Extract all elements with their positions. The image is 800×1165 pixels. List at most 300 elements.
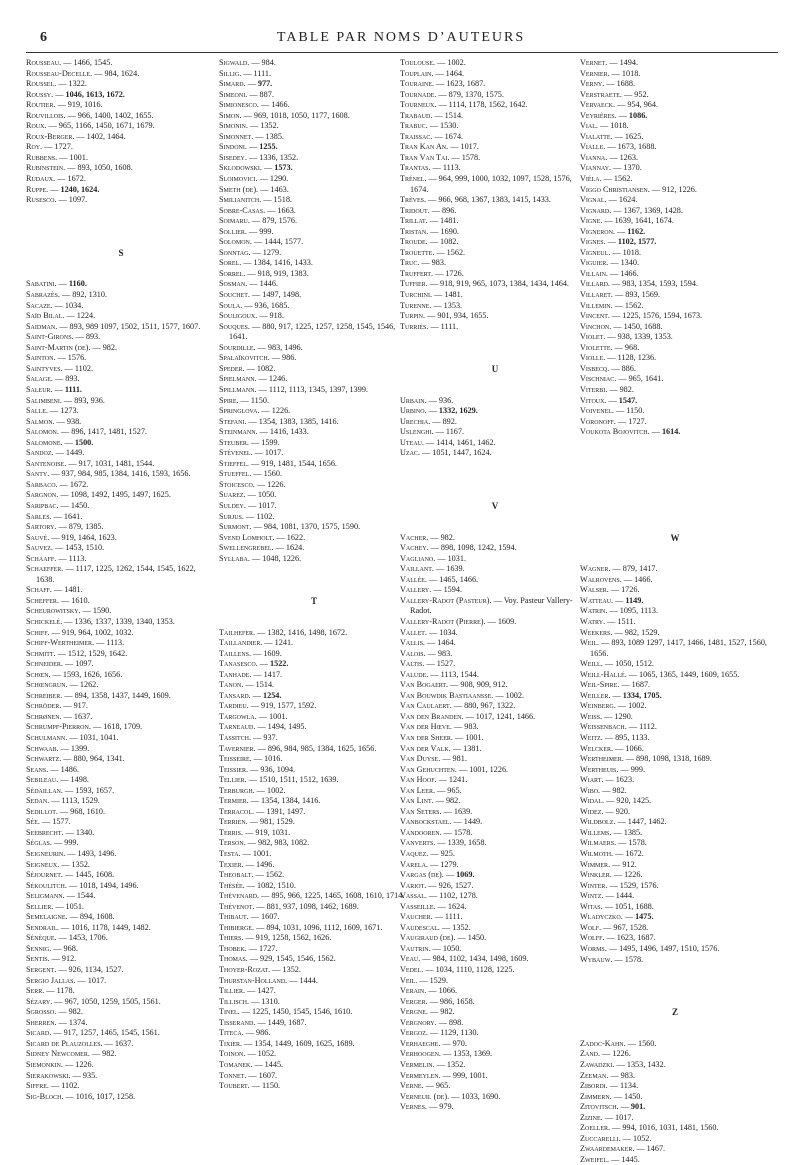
- author-name: Saint-Martin (de).: [26, 342, 91, 352]
- index-entry: Sergent. — 926, 1134, 1527.: [26, 965, 124, 975]
- page-references: 1226.: [612, 1049, 631, 1059]
- page-references: 994, 1016, 1031, 1481, 1560.: [622, 1123, 719, 1133]
- author-name: Schulmann.: [26, 733, 68, 742]
- author-name: Touraine.: [400, 79, 435, 89]
- index-entry: Valude. — 1113, 1544.: [400, 669, 479, 679]
- page-references: 1590.: [92, 606, 112, 616]
- index-entry: Sierakowski. — 935.: [26, 1070, 98, 1080]
- author-name: Vallis.: [400, 638, 425, 648]
- index-entry: Sloimovici. — 1290.: [219, 174, 289, 184]
- page-references: 1511.: [617, 617, 636, 626]
- author-name: Tardieu.: [219, 701, 249, 711]
- author-name: Steuber.: [219, 437, 249, 447]
- author-name: Wladyczko.: [580, 912, 623, 922]
- page-references: 1573.: [274, 163, 293, 173]
- index-entry: Tridout. — 896.: [400, 205, 457, 215]
- author-name: Salmon.: [26, 416, 55, 426]
- index-entry: Salimbeni. — 893, 936.: [26, 395, 105, 405]
- page-references: 1082.: [440, 237, 459, 247]
- page-references: 1726.: [621, 585, 640, 595]
- page-references: 969, 1018, 1050, 1177, 1608.: [253, 110, 350, 120]
- author-name: Urbain.: [400, 395, 427, 405]
- page-references: 1493, 1496.: [77, 849, 117, 859]
- author-name: Uteau.: [400, 437, 424, 447]
- author-name: Sennig.: [26, 943, 52, 953]
- index-entry: Saleur. — 1111.: [26, 384, 82, 394]
- page-references: 1018.: [610, 121, 629, 131]
- index-entry: Stueffel. — 1560.: [219, 469, 282, 479]
- author-name: Semelaigne.: [26, 912, 68, 922]
- page-references: 912, 1226.: [662, 184, 697, 194]
- index-entry: Seans. — 1486.: [26, 764, 79, 774]
- page-references: 1637.: [114, 1038, 134, 1048]
- page-references: 1466, 1545.: [73, 58, 113, 67]
- author-name: Simard.: [219, 79, 246, 89]
- page-references: 1446.: [259, 279, 278, 289]
- author-name: Sicard de Plauzolles.: [26, 1038, 103, 1048]
- page-references: 1463.: [270, 184, 289, 194]
- author-name: Walrovens.: [580, 574, 622, 584]
- author-name: Rousseau.: [26, 58, 62, 67]
- author-name: Zwaardemaker.: [580, 1144, 635, 1154]
- author-name: Zand.: [580, 1049, 601, 1059]
- index-entry: Zweifel. — 1445.: [580, 1154, 640, 1164]
- page-references: 1639.: [453, 806, 473, 816]
- page-references: 1150.: [261, 1081, 281, 1091]
- index-entry: Van der Valk. — 1381.: [400, 743, 482, 753]
- page-references: 1016, 1017, 1258.: [75, 1091, 136, 1101]
- index-entry: Tixier. — 1354, 1449, 1609, 1625, 1689.: [219, 1038, 355, 1048]
- index-entry: Traissac. — 1674.: [400, 131, 464, 141]
- index-entry: Weekers. — 982, 1529.: [580, 627, 660, 637]
- page-references: 1726.: [445, 268, 464, 278]
- index-entry: Vaucher. — 1111.: [400, 912, 463, 922]
- author-name: Viannay.: [580, 163, 612, 173]
- index-entry: Van Leer. — 965.: [400, 785, 462, 795]
- page-references: 1114, 1178, 1562, 1642.: [448, 100, 528, 110]
- index-entry: Schröder. — 917.: [26, 701, 88, 711]
- page-references: 1111.: [64, 384, 82, 394]
- index-entry: Wilmoth. — 1672.: [580, 849, 644, 859]
- author-name: Rubinstein.: [26, 163, 66, 173]
- author-name: Vautrin.: [400, 943, 431, 953]
- index-entry: Zwaardemaker. — 1467.: [580, 1144, 666, 1154]
- page-references: 1279.: [262, 247, 282, 257]
- page-references: 1290.: [269, 174, 289, 184]
- page-references: 1427.: [257, 986, 276, 996]
- page-references: 1624.: [618, 195, 638, 205]
- index-entry: Trouette. — 1562.: [400, 247, 466, 257]
- section-spacer: [400, 512, 590, 533]
- page-references: 1322.: [68, 79, 87, 89]
- author-name: Vergoz.: [400, 1028, 428, 1038]
- section-spacer: [400, 374, 590, 395]
- index-entry: Variot. — 926, 1527.: [400, 880, 474, 890]
- index-entry: Sklodowski. — 1573.: [219, 163, 293, 173]
- page-number: 6: [40, 30, 47, 45]
- index-entry: Schickelé. — 1336, 1337, 1339, 1340, 1353.: [26, 616, 175, 626]
- index-entry: Sorrel. — 918, 919, 1383.: [219, 268, 309, 278]
- page-references: 1050.: [442, 943, 462, 953]
- index-entry: Verne. — 965.: [400, 1081, 451, 1091]
- page-references: 1352.: [71, 859, 90, 869]
- index-entry: Vachey. — 898, 1098, 1242, 1594.: [400, 543, 517, 553]
- index-entry: Ruppe. — 1240, 1624.: [26, 184, 100, 194]
- page-references: 1623, 1687.: [446, 79, 486, 89]
- page-references: 1445.: [264, 1059, 284, 1069]
- page-references: 887.: [259, 89, 274, 99]
- index-entry: Weil. — 893, 1089 1297, 1417, 1466, 1481, 1527, 1560, 1656.: [580, 638, 767, 658]
- page-references: 1623.: [615, 775, 635, 785]
- index-entry: Viterbi. — 982.: [580, 384, 634, 394]
- page-references: 896.: [442, 205, 457, 215]
- author-name: Souligoux.: [219, 311, 258, 321]
- page-references: 964, 999, 1000, 1032, 1097, 1528, 1576, 1674.: [410, 174, 572, 194]
- author-name: Sollier.: [219, 226, 247, 236]
- author-name: Vial.: [580, 121, 598, 131]
- page-references: 1687.: [631, 680, 651, 690]
- author-name: Van der Sheer.: [400, 733, 453, 742]
- index-entry: Simionesco. — 1466.: [219, 100, 290, 110]
- author-name: Ruppe.: [26, 184, 49, 194]
- author-name: Villaret.: [580, 290, 613, 300]
- index-entry: Willems. — 1385.: [580, 827, 643, 837]
- page-references: 1352.: [260, 121, 279, 131]
- index-entry: Vitoux. — 1547.: [580, 395, 638, 405]
- index-entry: Rousseau. — 1466, 1545.: [26, 58, 113, 67]
- author-name: Taillandier.: [219, 638, 263, 648]
- author-name: Sézary.: [26, 996, 53, 1006]
- section-letter: T: [310, 595, 317, 606]
- index-entry: Vermelin. — 1352.: [400, 1059, 466, 1069]
- author-name: Truffert.: [400, 268, 434, 278]
- author-name: Vacher.: [400, 532, 429, 542]
- index-entry: Welcker. — 1066.: [580, 743, 644, 753]
- author-name: Zawadzki.: [580, 1059, 615, 1069]
- page-references: 918, 919, 1383.: [257, 268, 309, 278]
- page-references: 983.: [431, 258, 446, 268]
- index-entry: Van der Sheer. — 1001.: [400, 733, 484, 742]
- author-name: Sauvé.: [26, 532, 50, 542]
- page-header: [26, 30, 776, 50]
- page-references: 1578.: [461, 152, 481, 162]
- index-entry: Verhaeghe. — 970.: [400, 1038, 467, 1048]
- author-name: Serr.: [26, 986, 45, 996]
- page-references: 1102.: [61, 1081, 80, 1091]
- index-entry: Vigne. — 1639, 1641, 1674.: [580, 216, 674, 226]
- page-references: 1385.: [265, 131, 284, 141]
- index-entry: Toulouse. — 1002.: [400, 58, 466, 67]
- index-entry: Tailhefer. — 1382, 1416, 1498, 1672.: [219, 627, 348, 637]
- author-name: Souques.: [219, 321, 250, 331]
- page-references: 952.: [634, 89, 649, 99]
- author-name: Widez.: [580, 806, 604, 816]
- author-name: Steinmann.: [219, 427, 258, 437]
- page-references: 982.: [445, 796, 461, 806]
- author-name: Sékoulitch.: [26, 880, 67, 890]
- author-name: Voivenel.: [580, 406, 614, 416]
- author-name: Valude.: [400, 669, 429, 679]
- page-references: 981, 1529.: [260, 817, 295, 827]
- page-references: 1514.: [444, 110, 464, 120]
- author-name: Tixier.: [219, 1038, 243, 1048]
- page-references: 893, 1050, 1608.: [77, 163, 133, 173]
- page-references: 879, 1417.: [622, 564, 658, 574]
- page-references: 1512, 1529, 1642.: [67, 648, 128, 658]
- page-references: 1150.: [626, 406, 645, 416]
- page-references: 1450.: [467, 933, 487, 943]
- index-entry: Thoyer-Rozat. — 1352.: [219, 965, 301, 975]
- header-rule: [26, 52, 778, 53]
- page-references: 1688.: [616, 79, 635, 89]
- page-references: 982.: [440, 532, 455, 542]
- page-references: 1167.: [445, 427, 465, 437]
- page-references: 1453, 1510.: [65, 543, 105, 553]
- page-references: 983.: [620, 1070, 635, 1080]
- index-entry: Verny. — 1688.: [580, 79, 635, 89]
- index-entry: Terris. — 919, 1031.: [219, 827, 291, 837]
- index-column-2: [219, 58, 409, 1092]
- index-entry: Viannay. — 1370.: [580, 163, 642, 173]
- author-name: Spielmann.: [219, 374, 257, 384]
- index-entry: Weill. — 1050, 1512.: [580, 659, 654, 669]
- author-name: Rusesco.: [26, 195, 57, 205]
- author-name: Vernet.: [580, 58, 608, 67]
- index-entry: Sauvé. — 919, 1464, 1623.: [26, 532, 117, 542]
- page-references: 1046, 1613, 1672.: [65, 89, 125, 99]
- author-name: Saripbac.: [26, 500, 59, 510]
- page-references: 1465, 1466.: [439, 574, 479, 584]
- index-entry: Suarez. — 1050.: [219, 490, 277, 500]
- page-references: 999, 1001.: [452, 1070, 488, 1080]
- index-entry: Testa. — 1001.: [219, 849, 272, 859]
- index-entry: Soula. — 936, 1685.: [219, 300, 290, 310]
- index-entry: Seebrecht. — 1340.: [26, 827, 95, 837]
- index-entry: Sandoz. — 1449.: [26, 448, 85, 458]
- page-references: 1475.: [635, 912, 654, 922]
- author-name: Syllaba.: [219, 553, 250, 563]
- index-entry: Siffre. — 1102.: [26, 1081, 80, 1091]
- page-references: 1254.: [263, 690, 282, 700]
- author-name: Sigwald.: [219, 58, 250, 67]
- page-references: 1128, 1236.: [617, 353, 657, 363]
- index-entry: Springlova. — 1226.: [219, 406, 291, 416]
- index-entry: Zibordi. — 1134.: [580, 1081, 639, 1091]
- author-name: Stefani.: [219, 416, 247, 426]
- page-references: 965.: [435, 1081, 451, 1091]
- author-name: Willems.: [580, 827, 612, 837]
- index-entry: Scheurowitsky. — 1590.: [26, 606, 112, 616]
- author-name: Sosman.: [219, 279, 248, 289]
- author-name: Scheffer.: [26, 595, 59, 605]
- author-name: Wimmer.: [580, 859, 611, 869]
- author-name: Sebileau.: [26, 775, 59, 785]
- index-entry: Tonnet. — 1607.: [219, 1070, 278, 1080]
- page-references: 1609.: [263, 648, 282, 658]
- author-name: Zeeman.: [580, 1070, 609, 1080]
- author-name: Salimbeni.: [26, 395, 62, 405]
- page-references: 1624.: [285, 543, 305, 553]
- author-name: Villain.: [580, 268, 608, 278]
- page-references: 1529.: [429, 975, 448, 985]
- author-name: Tridout.: [400, 205, 430, 215]
- page-references: 1610.: [71, 595, 90, 605]
- page-references: 908, 909, 912.: [460, 680, 508, 690]
- index-entry: Spire. — 1150.: [219, 395, 270, 405]
- page-references: 1017.: [87, 975, 107, 985]
- page-references: 1464.: [437, 638, 456, 648]
- page-references: 1609.: [497, 616, 517, 626]
- author-name: Widal.: [580, 796, 605, 806]
- page-references: 917, 1257, 1465, 1545, 1561.: [63, 1028, 160, 1038]
- author-name: Tarneaud.: [219, 722, 256, 732]
- index-entry: Watry. — 1511.: [580, 617, 636, 626]
- page-references: 1226.: [267, 479, 286, 489]
- page-references: 1001.: [465, 733, 484, 742]
- page-references: 1562.: [265, 870, 285, 880]
- page-references: 893.: [85, 332, 101, 342]
- author-name: Sartory.: [26, 522, 57, 532]
- index-entry: Routier. — 919, 1016.: [26, 100, 103, 110]
- author-name: Sierakowski.: [26, 1070, 71, 1080]
- author-name: Turriès.: [400, 321, 429, 331]
- page-references: 893, 936.: [74, 395, 105, 405]
- author-name: Verstraete.: [580, 89, 622, 99]
- page-references: 1018.: [622, 247, 641, 257]
- index-entry: Trabuc. — 1530.: [400, 121, 459, 131]
- page-references: 1111.: [253, 68, 272, 78]
- index-entry: Rouvillois. — 966, 1400, 1402, 1655.: [26, 110, 154, 120]
- index-entry: Schwaab. — 1399.: [26, 743, 90, 753]
- author-name: Sloimovici.: [219, 174, 258, 184]
- page-references: 1466.: [620, 268, 639, 278]
- page-references: 919, 1481, 1544, 1656.: [261, 458, 337, 468]
- section-letter: U: [491, 363, 499, 374]
- author-name: Wibo.: [580, 785, 601, 795]
- author-name: Trénel.: [400, 174, 427, 184]
- author-name: Troude.: [400, 237, 428, 247]
- page-references: 894, 1608.: [79, 912, 115, 922]
- index-entry: Sigwald. — 984.: [219, 58, 276, 67]
- author-name: Tran Kan An.: [400, 142, 449, 152]
- author-name: Seigneux.: [26, 859, 60, 869]
- page-references: 1113.: [68, 553, 87, 563]
- index-entry: Stefani. — 1354, 1383, 1385, 1416.: [219, 416, 339, 426]
- page-references: 1690.: [440, 226, 459, 236]
- index-entry: Vianna. — 1263.: [580, 152, 638, 162]
- page-references: 1560.: [263, 469, 282, 479]
- page-references: 1111.: [444, 912, 463, 922]
- index-entry: Weinberg. — 1002.: [580, 701, 647, 711]
- index-entry: Stévenel. — 1017.: [219, 448, 284, 458]
- index-entry: Saripbac. — 1450.: [26, 500, 90, 510]
- page-references: 999.: [259, 226, 274, 236]
- index-entry: Urbain. — 936.: [400, 395, 454, 405]
- page-references: 1444, 1577.: [264, 237, 304, 247]
- index-entry: Vial. — 1018.: [580, 121, 629, 131]
- index-entry: Van Caulaert. — 880, 967, 1322.: [400, 701, 516, 711]
- page-references: 919, 1016.: [67, 100, 103, 110]
- author-name: Weekers.: [580, 627, 613, 637]
- author-name: Vergne.: [400, 1007, 428, 1017]
- index-entry: Schiff-Wertheimer. — 1113.: [26, 638, 125, 648]
- page-references: 1150.: [250, 395, 270, 405]
- page-references: 1111.: [440, 321, 459, 331]
- page-references: 984, 1624.: [104, 68, 140, 78]
- page-references: 1034.: [439, 627, 458, 637]
- index-entry: Van Duyse. — 981.: [400, 754, 467, 764]
- index-entry: Vaillant. — 1639.: [400, 564, 465, 574]
- index-entry: Wertheuis. — 999.: [580, 764, 646, 774]
- author-name: Thobek.: [219, 943, 247, 953]
- index-entry: Vallis. — 1464.: [400, 638, 456, 648]
- author-name: Van Leer.: [400, 785, 436, 795]
- author-name: Schmitt.: [26, 648, 56, 658]
- index-entry: Tanon. — 1514.: [219, 680, 275, 690]
- author-name: Speder.: [219, 363, 245, 373]
- page-references: 919, 1031.: [255, 827, 291, 837]
- author-name: Thiers.: [219, 933, 244, 943]
- index-entry: Tinel. — 1225, 1450, 1545, 1546, 1610.: [219, 1007, 353, 1017]
- author-name: Rousseau-Decelle.: [26, 68, 93, 78]
- page-references: 1352.: [446, 1059, 466, 1069]
- index-entry: Sainton. — 1576.: [26, 353, 87, 363]
- section-spacer: [400, 459, 590, 501]
- index-entry: Violette. — 968.: [580, 342, 640, 352]
- page-references: 1414, 1461, 1462.: [436, 437, 496, 447]
- page-references: 1001.: [269, 711, 288, 721]
- index-entry: Wilmaers. — 1578.: [580, 838, 647, 848]
- author-name: Trouette.: [400, 247, 435, 257]
- page-references: 1576.: [67, 353, 87, 363]
- section-spacer: [580, 543, 770, 564]
- author-name: Zadoc-Kahn.: [580, 1038, 626, 1048]
- index-entry: Sindoni. — 1255.: [219, 142, 278, 152]
- page-references: 926, 1527.: [438, 880, 474, 890]
- index-entry: Valtis. — 1527.: [400, 659, 456, 669]
- author-name: Sergio Jallas.: [26, 975, 76, 985]
- index-entry: Wladyczko. — 1475.: [580, 912, 654, 922]
- author-name: Thomas.: [219, 954, 248, 964]
- index-entry: Vigneron. — 1162.: [580, 226, 646, 236]
- index-entry: Sedan. — 1113, 1529.: [26, 796, 100, 806]
- author-name: Vermelin.: [400, 1059, 435, 1069]
- page-references: 893, 1569.: [625, 290, 661, 300]
- author-name: Sargnon.: [26, 490, 59, 500]
- index-entry: Terson. — 982, 983, 1082.: [219, 838, 310, 848]
- index-entry: Voronoff. — 1727.: [580, 416, 647, 426]
- section-spacer: [219, 564, 409, 596]
- index-entry: Watteau. — 1149.: [580, 595, 644, 605]
- author-name: Worms.: [580, 943, 607, 953]
- author-name: Seligmann.: [26, 891, 65, 901]
- page-references: 1353.: [443, 300, 463, 310]
- author-name: Weissenbach.: [580, 722, 627, 732]
- index-entry: Verain. — 1066.: [400, 986, 457, 996]
- author-name: Wertheimer.: [580, 754, 624, 764]
- index-entry: Vergoz. — 1129, 1130.: [400, 1028, 479, 1038]
- index-entry: Violet. — 938, 1339, 1353.: [580, 332, 673, 342]
- page-references: 966, 968, 1367, 1383, 1415, 1433.: [438, 195, 551, 205]
- page-references: 896, 1417, 1481, 1527.: [71, 427, 147, 437]
- index-entry: Villard. — 983, 1354, 1593, 1594.: [580, 279, 698, 289]
- author-name: Schœngrun.: [26, 680, 68, 690]
- author-name: Sainton.: [26, 353, 56, 363]
- author-name: Zoeller.: [580, 1123, 611, 1133]
- page-references: 1017, 1241, 1466.: [475, 711, 536, 721]
- index-entry: Schwartz. — 880, 964, 1341.: [26, 754, 125, 764]
- index-entry: Theobalt. — 1562.: [219, 870, 285, 880]
